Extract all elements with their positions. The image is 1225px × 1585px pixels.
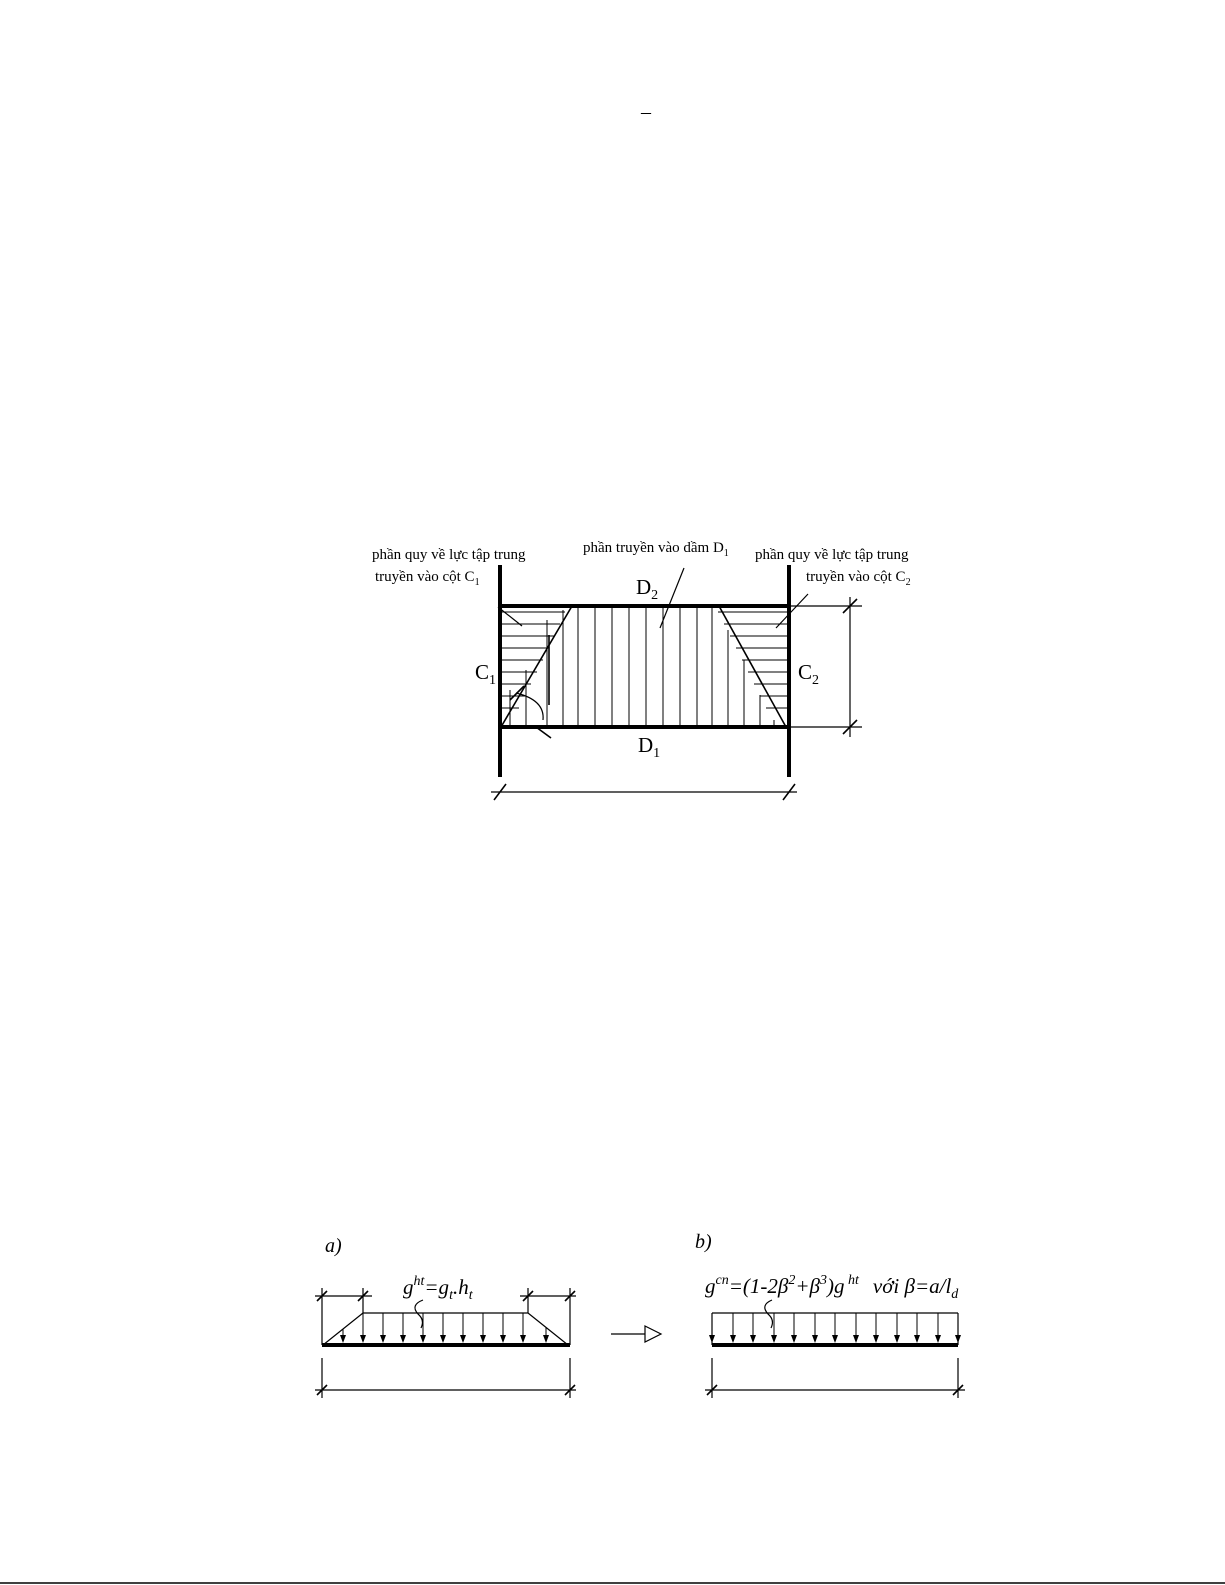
load-arrow-head (873, 1335, 879, 1343)
label-right-line1: phần quy về lực tập trung (755, 547, 909, 563)
load-arrow-head (360, 1335, 366, 1343)
trapezoid-load (315, 1288, 576, 1398)
column-c2-label: $C_2$ (798, 660, 820, 688)
load-arrow-head (440, 1335, 446, 1343)
load-arrow-head (500, 1335, 506, 1343)
load-arrow-head (543, 1335, 549, 1343)
load-arrow-head (935, 1335, 941, 1343)
load-arrow-head (730, 1335, 736, 1343)
label-left-line1: phần quy về lực tập trung (372, 547, 526, 563)
load-arrow-head (400, 1335, 406, 1343)
leader-formula-a (415, 1300, 423, 1328)
figure-load-conversion (315, 1231, 965, 1398)
leader-formula-b (765, 1300, 773, 1328)
load-arrow-head (340, 1335, 346, 1343)
trapezoid-load-arrows (340, 1313, 549, 1343)
load-arrow-head (894, 1335, 900, 1343)
label-b: b) (695, 1231, 712, 1253)
leader-right (776, 594, 808, 628)
label-center: phần truyền vào dầm $D_1$ (583, 540, 729, 559)
horizontal-dimension (491, 784, 797, 800)
load-arrow-head (955, 1335, 961, 1343)
load-arrow-head (832, 1335, 838, 1343)
column-c1-label: $C_1$ (475, 660, 497, 688)
figure-slab-load-distribution (372, 540, 911, 800)
label-a: a) (325, 1235, 342, 1257)
load-arrow-head (480, 1335, 486, 1343)
formula-b: $g^{cn}=(1-2\beta^2+\beta^3)g$ $^{ht}$ với $\beta=a/l_d$ (705, 1273, 959, 1302)
load-arrow-head (812, 1335, 818, 1343)
load-arrow-head (460, 1335, 466, 1343)
angle-arc (516, 693, 543, 720)
label-left-line2: truyền vào cột $C_1$ (375, 569, 480, 588)
uniform-load-arrows (709, 1313, 961, 1343)
load-arrow-head (791, 1335, 797, 1343)
page-top-mark: – (641, 101, 651, 123)
load-arrow-head (914, 1335, 920, 1343)
load-arrow-head (750, 1335, 756, 1343)
beam-d2-label: $D_2$ (636, 575, 659, 603)
angle-tick-top (510, 686, 524, 700)
conversion-arrow (611, 1326, 661, 1342)
formula-a: $g^{ht}=g_t.h_t$ (403, 1274, 473, 1303)
load-arrow-head (853, 1335, 859, 1343)
label-right-line2: truyền vào cột $C_2$ (806, 569, 911, 588)
load-arrow-head (709, 1335, 715, 1343)
load-arrow-head (520, 1335, 526, 1343)
load-arrow-head (420, 1335, 426, 1343)
beam-d1-label: $D_1$ (638, 733, 661, 761)
load-arrow-head (771, 1335, 777, 1343)
left-triangle-hatch (498, 612, 565, 708)
load-arrow-head (380, 1335, 386, 1343)
